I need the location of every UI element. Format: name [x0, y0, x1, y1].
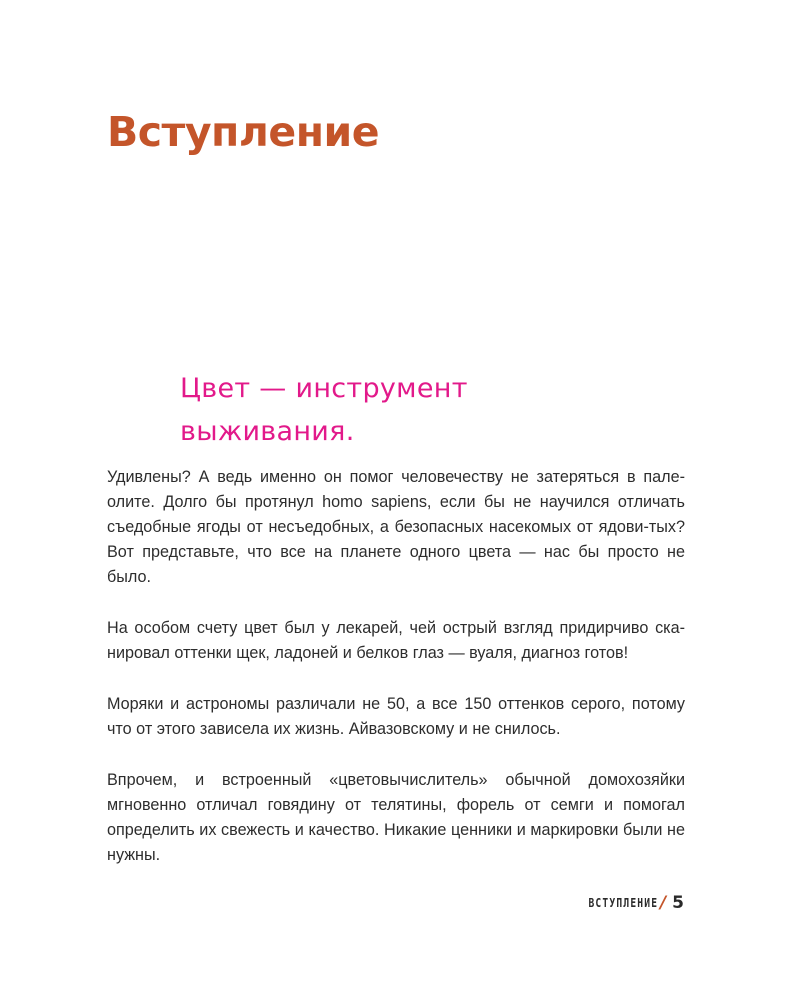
- lead-quote: [180, 367, 620, 453]
- lead-line-2: выживания.: [180, 416, 355, 447]
- chapter-title: Вступление: [107, 108, 380, 156]
- footer-separator: /: [659, 893, 667, 913]
- paragraph: Впрочем, и встроенный «цветовычислитель» обычной домохозяйки мгновенно отличал говядину от телятины, форель от семги и помогал определить их свежесть и качество. Никакие ценники и маркировки были не нужны.: [107, 771, 685, 864]
- page-number: 5: [672, 893, 684, 913]
- body-text: [107, 465, 685, 894]
- paragraph: Удивлены? А ведь именно он помог человечеству не затеряться в пале-олите. Долго бы протянул homo sapiens, если бы не научился отличать съедобные ягоды от несъедобных, а безопасных насекомых от ядови-тых? Вот представьте, что все на планете одного цвета — нас бы просто не было.: [107, 468, 685, 586]
- page-footer: [571, 893, 684, 913]
- lead-line-1: Цвет — инструмент: [180, 373, 468, 404]
- running-head: ВСТУПЛЕНИЕ: [588, 896, 658, 910]
- paragraph: На особом счету цвет был у лекарей, чей острый взгляд придирчиво ска-нировал оттенки щек, ладоней и белков глаз — вуаля, диагноз готов!: [107, 619, 685, 662]
- paragraph: Моряки и астрономы различали не 50, а все 150 оттенков серого, потому что от этого зависела их жизнь. Айвазовскому и не снилось.: [107, 695, 685, 738]
